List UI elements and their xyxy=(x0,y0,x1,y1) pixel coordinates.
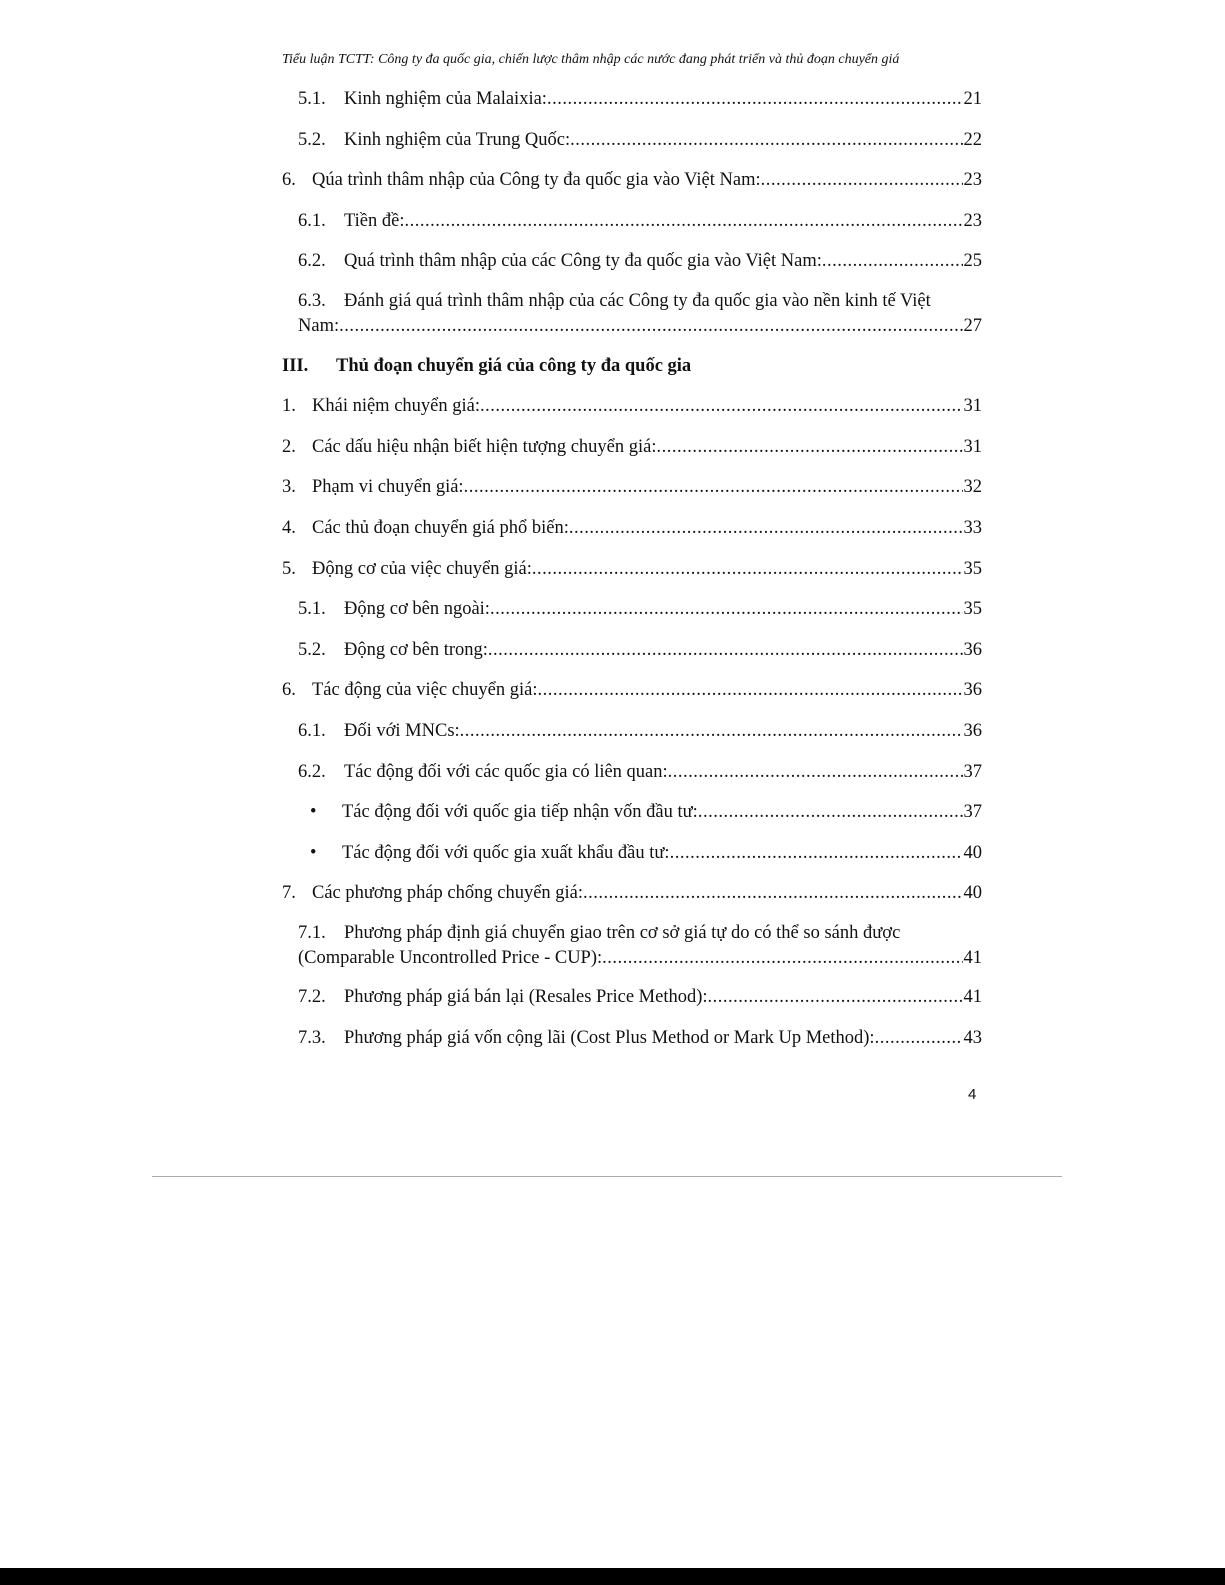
toc-entry[interactable] xyxy=(282,474,982,501)
toc-entry-page: 36 xyxy=(963,680,982,701)
toc-entry-title: Qúa trình thâm nhập của Công ty đa quốc gia vào Việt Nam: xyxy=(312,170,761,191)
toc-leader-dots xyxy=(490,596,963,623)
bullet-icon: • xyxy=(310,802,317,823)
toc-leader-dots xyxy=(464,474,963,501)
toc-entry[interactable] xyxy=(282,759,982,786)
toc-entry-number: 6. xyxy=(282,170,296,191)
toc-entry[interactable] xyxy=(282,434,982,461)
toc-entry-number: 7.3. xyxy=(298,1028,326,1049)
toc-entry-number: 2. xyxy=(282,436,296,457)
toc-entry-page: 40 xyxy=(963,842,982,863)
toc-leader-dots xyxy=(583,880,962,907)
toc-leader-dots xyxy=(569,515,963,542)
toc-entry-title: Các thủ đoạn chuyển giá phổ biến: xyxy=(312,517,569,538)
toc-entry[interactable] xyxy=(282,248,982,275)
toc-section-number: III. xyxy=(282,355,309,376)
toc-leader-dots xyxy=(460,718,963,745)
toc-entry-number: 7. xyxy=(282,883,296,904)
toc-leader-dots xyxy=(570,127,962,154)
toc-section-heading[interactable] xyxy=(282,353,982,380)
toc-leader-dots xyxy=(670,840,963,867)
toc-entry-number: 6. xyxy=(282,680,296,701)
toc-entry[interactable] xyxy=(282,637,982,664)
running-header: Tiểu luận TCTT: Công ty đa quốc gia, chiến lược thâm nhập các nước đang phát triển và thủ đoạn chuyển giá xyxy=(282,52,900,67)
toc-leader-dots xyxy=(339,314,962,339)
toc-leader-dots xyxy=(668,759,963,786)
toc-leader-dots xyxy=(538,677,963,704)
toc-entry[interactable] xyxy=(282,880,982,907)
toc-entry-page: 36 xyxy=(963,639,982,660)
toc-entry-number: 7.2. xyxy=(298,987,326,1008)
toc-entry-title: Tác động của việc chuyển giá: xyxy=(312,680,538,701)
toc-entry[interactable] xyxy=(282,208,982,235)
toc-entry-number: 5. xyxy=(282,558,296,579)
toc-entry-page: 37 xyxy=(963,761,982,782)
toc-entry[interactable] xyxy=(282,556,982,583)
toc-leader-dots xyxy=(657,434,963,461)
toc-entry-title: Các dấu hiệu nhận biết hiện tượng chuyển giá: xyxy=(312,436,657,457)
toc-section-title: Thủ đoạn chuyển giá của công ty đa quốc gia xyxy=(336,355,692,376)
toc-entry-title: Đánh giá quá trình thâm nhập của các Công ty đa quốc gia vào nền kinh tế Việt xyxy=(344,290,931,311)
toc-entry-title: Kinh nghiệm của Trung Quốc: xyxy=(344,129,571,150)
toc-entry[interactable] xyxy=(282,799,982,826)
toc-entry-page: 23 xyxy=(963,170,982,191)
toc-entry-number: 6.3. xyxy=(298,290,326,311)
toc-entry-title: Kinh nghiệm của Malaixia: xyxy=(344,89,547,109)
toc-entry-title-continued: (Comparable Uncontrolled Price - CUP): xyxy=(298,947,603,968)
toc-entry-number: 1. xyxy=(282,396,296,417)
toc-leader-dots xyxy=(532,556,963,583)
toc-entry[interactable] xyxy=(282,289,982,339)
toc-entry-page: 31 xyxy=(963,396,982,417)
toc-entry-number: 5.2. xyxy=(298,129,326,150)
toc-entry[interactable] xyxy=(282,127,982,154)
toc-entry[interactable] xyxy=(282,393,982,420)
toc-entry-title: Động cơ của việc chuyển giá: xyxy=(312,558,532,579)
toc-entry-title: Quá trình thâm nhập của các Công ty đa quốc gia vào Việt Nam: xyxy=(344,251,822,272)
page-divider xyxy=(152,1176,1062,1177)
toc-entry-title: Các phương pháp chống chuyển giá: xyxy=(312,883,584,904)
toc-leader-dots xyxy=(698,799,963,826)
toc-entry-number: 5.1. xyxy=(298,89,326,109)
toc-entry-number: 6.2. xyxy=(298,251,326,272)
toc-entry[interactable] xyxy=(282,1025,982,1052)
toc-leader-dots xyxy=(875,1025,963,1052)
toc-entry-page: 22 xyxy=(963,129,982,150)
toc-leader-dots xyxy=(480,393,963,420)
toc-entry-page: 41 xyxy=(963,947,982,968)
toc-entry-title-continued: Nam: xyxy=(298,315,340,336)
toc-entry-page: 33 xyxy=(963,517,982,538)
toc-entry[interactable] xyxy=(282,167,982,194)
toc-entry-page: 32 xyxy=(963,477,982,498)
toc-entry-page: 36 xyxy=(963,720,982,741)
toc-entry-number: 4. xyxy=(282,517,296,538)
toc-entry-title: Tác động đối với các quốc gia có liên quan: xyxy=(344,761,668,782)
toc-entry[interactable] xyxy=(282,921,982,971)
toc-leader-dots xyxy=(708,984,963,1011)
toc-entry-page: 35 xyxy=(963,599,982,620)
toc-entry-page: 23 xyxy=(963,210,982,231)
toc-entry-title: Đối với MNCs: xyxy=(344,720,460,741)
toc-entry[interactable] xyxy=(282,515,982,542)
toc-leader-dots xyxy=(602,946,962,971)
toc-entry-number: 6.2. xyxy=(298,761,326,782)
toc-entry-page: 21 xyxy=(963,89,982,109)
toc-entry[interactable] xyxy=(282,86,982,113)
toc-entry-number: 5.1. xyxy=(298,599,326,620)
toc-entry-title: Phương pháp giá bán lại (Resales Price Method): xyxy=(344,987,708,1008)
bullet-icon: • xyxy=(310,842,317,863)
page-bottom-edge xyxy=(0,1568,1225,1585)
table-of-contents xyxy=(282,86,982,1066)
toc-entry-title: Tiền đề: xyxy=(344,210,405,231)
toc-entry-number: 7.1. xyxy=(298,922,326,943)
toc-entry[interactable] xyxy=(282,677,982,704)
toc-leader-dots xyxy=(488,637,963,664)
toc-leader-dots xyxy=(761,167,963,194)
toc-leader-dots xyxy=(547,86,963,113)
toc-entry-number: 6.1. xyxy=(298,210,326,231)
toc-entry[interactable] xyxy=(282,840,982,867)
toc-entry-title: Động cơ bên trong: xyxy=(344,639,488,660)
toc-entry-number: 5.2. xyxy=(298,639,326,660)
toc-entry-number: 6.1. xyxy=(298,720,326,741)
toc-entry[interactable] xyxy=(282,984,982,1011)
toc-entry-page: 41 xyxy=(963,987,982,1008)
toc-entry-title: Phương pháp định giá chuyển giao trên cơ sở giá tự do có thể so sánh được xyxy=(344,922,901,943)
toc-entry-title: Phạm vi chuyển giá: xyxy=(312,477,464,498)
toc-entry-page: 31 xyxy=(963,436,982,457)
toc-entry-page: 40 xyxy=(963,883,982,904)
toc-leader-dots xyxy=(404,208,962,235)
toc-entry-title: Khái niệm chuyển giá: xyxy=(312,396,480,417)
toc-entry-title: Phương pháp giá vốn cộng lãi (Cost Plus Method or Mark Up Method): xyxy=(344,1028,875,1049)
toc-entry-title: Tác động đối với quốc gia tiếp nhận vốn đầu tư: xyxy=(342,802,698,823)
toc-entry-title: Động cơ bên ngoài: xyxy=(344,599,490,620)
toc-entry-number: 3. xyxy=(282,477,296,498)
toc-entry-page: 43 xyxy=(963,1028,982,1049)
toc-entry-page: 35 xyxy=(963,558,982,579)
toc-entry-page: 27 xyxy=(963,315,982,336)
toc-entry[interactable] xyxy=(282,718,982,745)
toc-leader-dots xyxy=(822,248,963,275)
toc-entry[interactable] xyxy=(282,596,982,623)
toc-entry-page: 37 xyxy=(963,802,982,823)
page-number: 4 xyxy=(968,1086,977,1103)
toc-entry-page: 25 xyxy=(963,251,982,272)
toc-entry-title: Tác động đối với quốc gia xuất khẩu đầu tư: xyxy=(342,842,670,863)
